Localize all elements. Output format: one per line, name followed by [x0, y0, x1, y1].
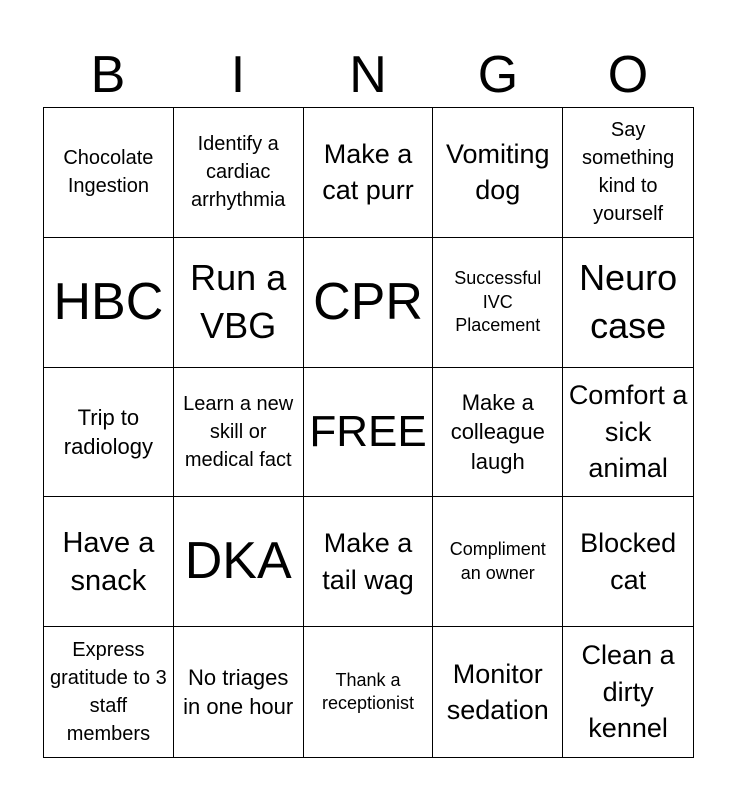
bingo-cell-r1c1[interactable]: Chocolate Ingestion	[44, 108, 174, 238]
bingo-cell-r5c4[interactable]: Monitor sedation	[433, 627, 563, 757]
bingo-cell-r2c1[interactable]: HBC	[44, 238, 174, 368]
bingo-cell-r2c5[interactable]: Neuro case	[563, 238, 693, 368]
header-letter-b: B	[90, 46, 126, 104]
header-letter-o: O	[607, 46, 649, 104]
bingo-cell-r1c2[interactable]: Identify a cardiac arrhythmia	[174, 108, 304, 238]
bingo-cell-r4c1[interactable]: Have a snack	[44, 497, 174, 627]
header-letter-n: N	[349, 46, 387, 104]
bingo-cell-r3c4[interactable]: Make a colleague laugh	[433, 368, 563, 498]
bingo-cell-r5c2[interactable]: No triages in one hour	[174, 627, 304, 757]
bingo-cell-r3c1[interactable]: Trip to radiology	[44, 368, 174, 498]
bingo-cell-r2c3[interactable]: CPR	[304, 238, 434, 368]
bingo-cell-r4c4[interactable]: Compliment an owner	[433, 497, 563, 627]
free-space[interactable]: FREE	[304, 368, 434, 498]
bingo-cell-r5c5[interactable]: Clean a dirty kennel	[581, 640, 675, 744]
bingo-cell-r3c5[interactable]: Comfort a sick animal	[563, 368, 693, 498]
header-letter-g: G	[477, 46, 519, 104]
bingo-cell-r1c4[interactable]: Vomiting dog	[433, 108, 563, 238]
bingo-cell-r2c2[interactable]: Run a VBG	[174, 238, 304, 368]
bingo-cell-r4c2[interactable]: DKA	[174, 497, 304, 627]
bingo-cell-r1c5[interactable]: Say something kind to yourself	[563, 108, 693, 238]
bingo-cell-r1c3[interactable]: Make a cat purr	[304, 108, 434, 238]
bingo-cell-r5c3[interactable]: Thank a receptionist	[304, 627, 434, 757]
header-letter-i: I	[230, 46, 246, 104]
bingo-board	[43, 107, 694, 758]
bingo-cell-r2c4[interactable]: Successful IVC Placement	[433, 238, 563, 368]
bingo-cell-r4c5[interactable]: Blocked cat	[563, 497, 693, 627]
bingo-header	[43, 44, 693, 106]
bingo-cell-r3c2[interactable]: Learn a new skill or medical fact	[174, 368, 304, 498]
bingo-cell-r4c3[interactable]: Make a tail wag	[304, 497, 434, 627]
bingo-cell-r5c1[interactable]: Express gratitude to 3 staff members	[44, 627, 174, 757]
